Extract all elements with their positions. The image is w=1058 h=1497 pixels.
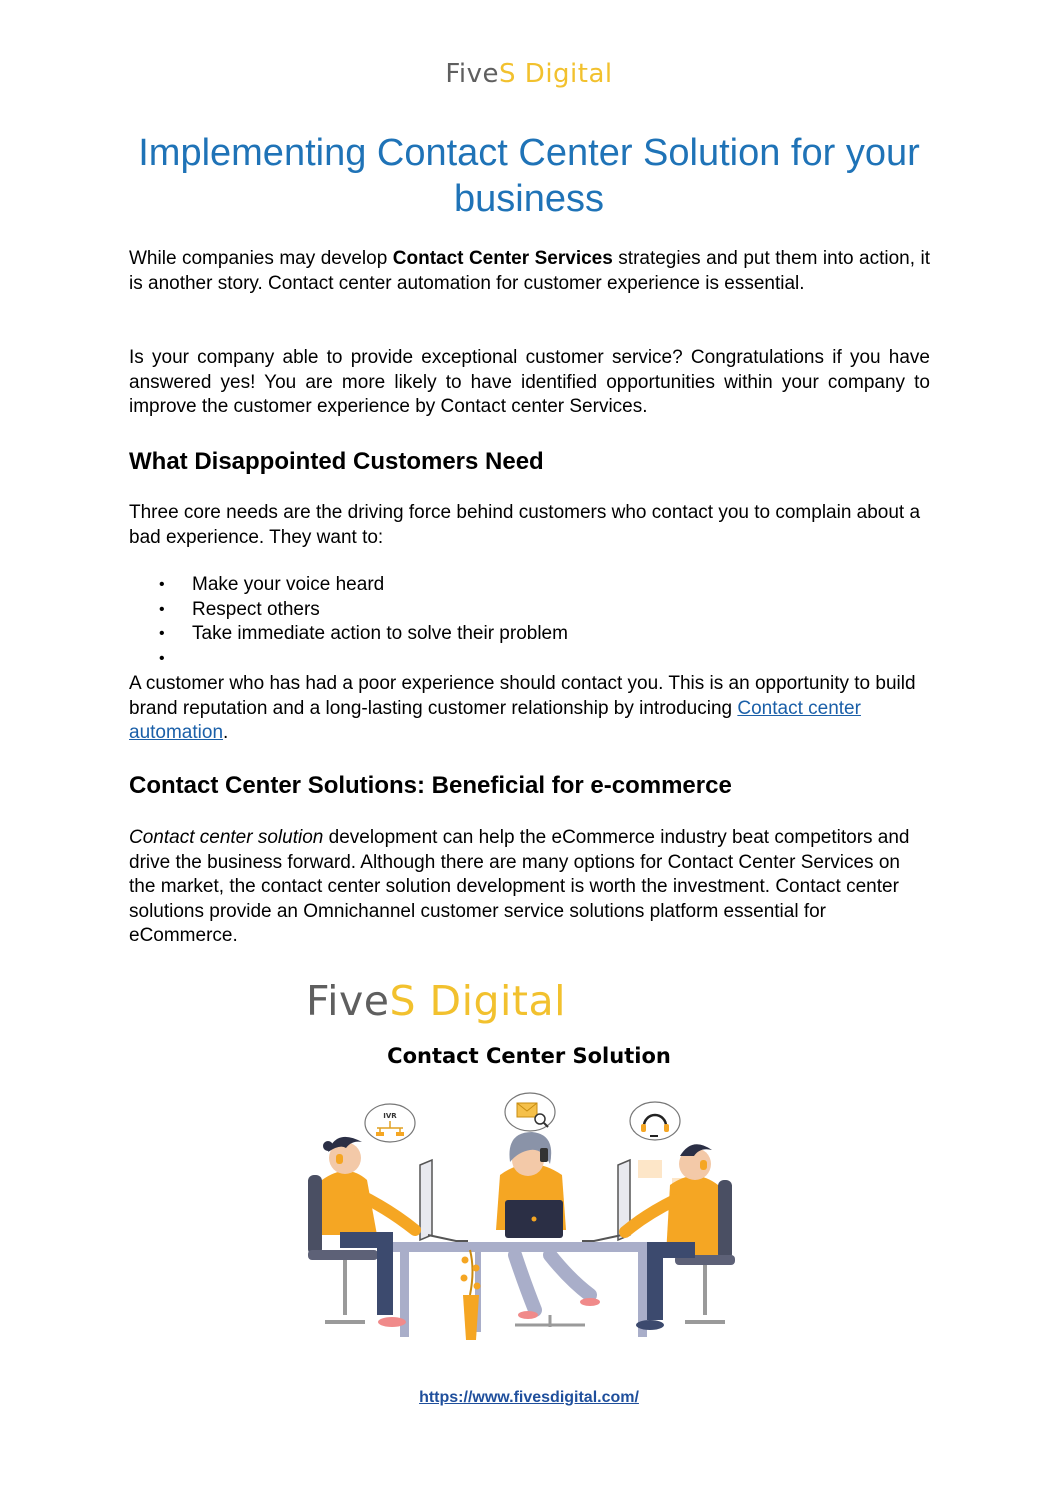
intro-p1-bold: Contact Center Services xyxy=(392,248,613,269)
list-item xyxy=(129,647,568,672)
list-item: • Make your voice heard xyxy=(129,573,568,598)
figure-logo-five: Five xyxy=(306,977,390,1025)
headset-icon xyxy=(630,1102,680,1140)
after-text: A customer who has had a poor experience should contact you. This is an opportunity to build brand reputation and a long-lasting customer relationship by introducing xyxy=(129,673,916,719)
list-item: • Take immediate action to solve their problem xyxy=(129,622,568,647)
email-search-icon xyxy=(505,1093,555,1131)
section-2-rest: development can help the eCommerce industry beat competitors and drive the business forward. Although there are many options for Contact Center Services on the market, the contact center solution development is worth the investment. Contact center solutions provide an Omnichannel customer service solutions platform essential for eCommerce. xyxy=(129,827,910,946)
figure-title: Contact Center Solution xyxy=(387,1044,671,1068)
section-1-after-paragraph xyxy=(129,672,930,746)
needs-list xyxy=(129,573,568,671)
section-1-intro: Three core needs are the driving force behind customers who contact you to complain about a bad experience. They want to: xyxy=(129,502,921,548)
section-2-body xyxy=(129,826,930,949)
page-title: Implementing Contact Center Solution for your business xyxy=(138,132,920,220)
after-end: . xyxy=(223,722,229,743)
section-1-heading: What Disappointed Customers Need xyxy=(129,448,544,475)
figure-logo-digital: S Digital xyxy=(389,977,567,1025)
contact-center-automation-link[interactable]: Contact center automation xyxy=(129,697,861,743)
ivr-label: IVR xyxy=(383,1112,397,1120)
intro-paragraph-1 xyxy=(129,247,930,296)
header-logo xyxy=(0,58,1058,90)
intro-p1-before: While companies may develop xyxy=(129,248,393,269)
section-2-italic: Contact center solution xyxy=(129,827,324,848)
figure-logo xyxy=(306,975,566,1027)
intro-paragraph-2: Is your company able to provide exceptional customer service? Congratulations if you have answered yes! You are more likely to have identified opportunities within your company to improve the customer experience by Contact center Services. xyxy=(129,347,930,417)
section-2-heading: Contact Center Solutions: Beneficial for e-commerce xyxy=(129,772,732,799)
left-agent xyxy=(308,1137,415,1327)
left-monitor xyxy=(420,1160,468,1241)
office-scene-graphic xyxy=(300,1090,760,1345)
footer-url-link[interactable]: https://www.fivesdigital.com/ xyxy=(419,1389,639,1406)
logo-five-text: Five xyxy=(445,59,500,89)
logo-digital-text: S Digital xyxy=(499,59,613,89)
intro-p1-after: strategies and put them into action, it is another story. Contact center automation for customer experience is essential. xyxy=(129,248,930,294)
center-agent xyxy=(496,1132,600,1327)
list-item: • Respect others xyxy=(129,598,568,623)
ivr-icon xyxy=(365,1104,415,1142)
contact-center-illustration xyxy=(290,975,770,1355)
